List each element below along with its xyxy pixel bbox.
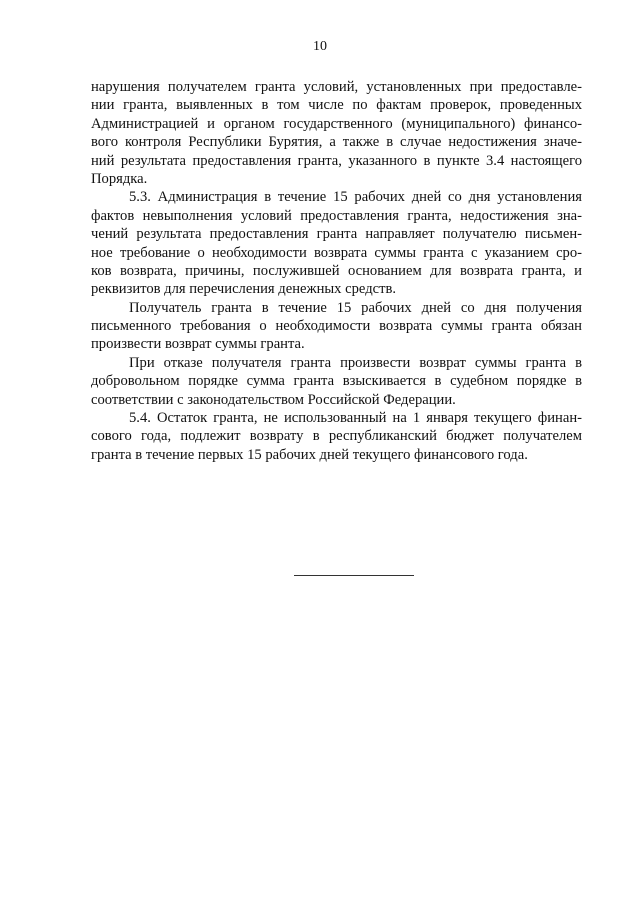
text-line: нарушения получателем гранта условий, установленных при предоставле- [91, 79, 582, 95]
text-line: 5.4. Остаток гранта, не использованный на 1 января текущего финан- [129, 410, 582, 427]
text-line: сового года, подлежит возврату в республиканский бюджет получателем [91, 428, 582, 445]
text-line: добровольном порядке сумма гранта взыскивается в судебном порядке в [91, 373, 582, 390]
text-line: нии гранта, выявленных в том числе по фактам проверок, проведенных [91, 97, 582, 114]
paragraph-refusal [91, 354, 582, 409]
paragraph-5-4 [91, 409, 582, 464]
text-line: ний результата предоставления гранта, указанного в пункте 3.4 настоящего [91, 152, 582, 169]
text-line: вого контроля Республики Бурятия, а также в случае недостижения значе- [91, 134, 582, 151]
text-line: ков возврата, причины, послужившей основанием для возврата гранта, и [91, 262, 582, 279]
text-line: чений результата предоставления гранта направляет получателю письмен- [91, 226, 582, 243]
text-line: письменного требования о необходимости возврата суммы гранта обязан [91, 318, 582, 335]
paragraph-continuation [91, 78, 582, 188]
text-line: Порядка. [91, 170, 148, 187]
paragraph-5-3 [91, 188, 582, 298]
text-line: 5.3. Администрация в течение 15 рабочих дней со дня установления [129, 189, 582, 206]
end-of-document-rule [294, 575, 414, 576]
text-line: произвести возврат суммы гранта. [91, 336, 305, 353]
page-number: 10 [313, 39, 327, 54]
text-line: ное требование о необходимости возврата суммы гранта с указанием сро- [91, 244, 582, 261]
text-line: соответствии с законодательством Российской Федерации. [91, 391, 456, 408]
paragraph-recipient-obligation [91, 299, 582, 354]
text-line: фактов невыполнения условий предоставления гранта, недостижения зна- [91, 207, 582, 224]
document-body [91, 78, 582, 464]
text-line: При отказе получателя гранта произвести возврат суммы гранта в [129, 354, 582, 371]
text-line: Получатель гранта в течение 15 рабочих дней со дня получения [129, 299, 582, 316]
text-line: гранта в течение первых 15 рабочих дней текущего финансового года. [91, 446, 528, 463]
text-line: Администрацией и органом государственного (муниципального) финансо- [91, 115, 582, 132]
text-line: реквизитов для перечисления денежных средств. [91, 281, 397, 298]
